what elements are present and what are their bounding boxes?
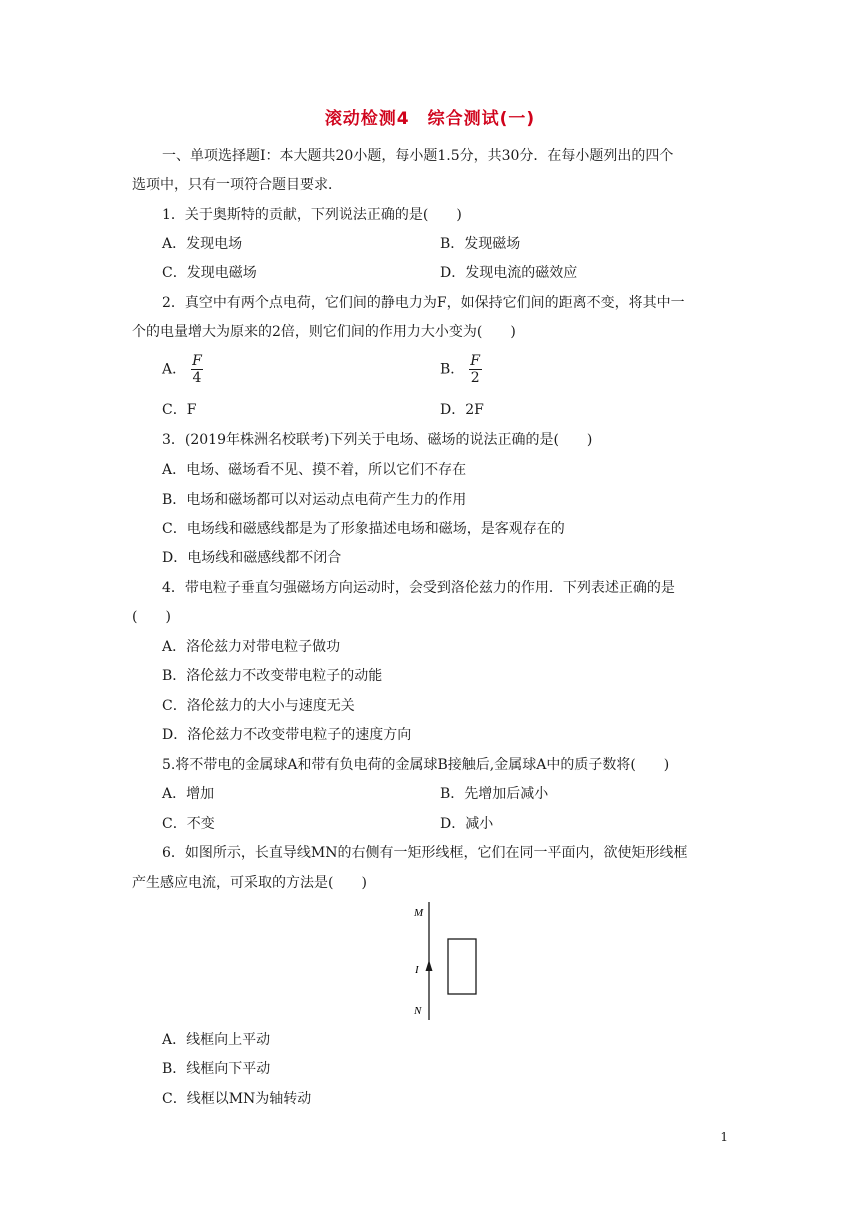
section-instructions-line-1: 一、单项选择题Ⅰ：本大题共20小题，每小题1.5分，共30分．在每小题列出的四个 (162, 148, 674, 164)
question-3-option-c: C．电场线和磁感线都是为了形象描述电场和磁场，是客观存在的 (162, 521, 565, 537)
question-4-option-a: A．洛伦兹力对带电粒子做功 (162, 639, 341, 655)
section-instructions-line-2: 选项中，只有一项符合题目要求． (132, 177, 342, 193)
label-n: N (414, 1005, 422, 1017)
option-letter: A． (162, 361, 187, 378)
question-5-option-c: C．不变 (162, 816, 215, 832)
wire-and-loop-diagram (405, 898, 485, 1023)
question-3-option-d: D．电场线和磁感线都不闭合 (162, 550, 342, 566)
fraction-f-over-4 (190, 353, 204, 386)
rectangular-loop (448, 939, 476, 994)
fraction-numerator: F (192, 353, 202, 369)
page-title: 滚动检测4 综合测试(一) (324, 109, 536, 129)
question-6-option-a: A．线框向上平动 (162, 1032, 271, 1048)
question-1-option-c: C．发现电磁场 (162, 265, 257, 281)
option-letter: B． (440, 361, 465, 378)
question-4-stem-line-1: 4．带电粒子垂直匀强磁场方向运动时，会受到洛伦兹力的作用．下列表述正确的是 (162, 580, 675, 596)
current-arrow-icon (426, 960, 433, 971)
question-4-stem-line-2: ( ) (132, 609, 171, 625)
question-4-option-b: B．洛伦兹力不改变带电粒子的动能 (162, 668, 383, 684)
page-number: 1 (720, 1130, 728, 1144)
question-5-option-d: D．减小 (440, 816, 494, 832)
fraction-denominator: 2 (470, 370, 480, 386)
question-6-stem-line-2: 产生感应电流，可采取的方法是( ) (132, 875, 367, 891)
label-m: M (414, 907, 424, 919)
question-2-stem-line-1: 2．真空中有两个点电荷，它们间的静电力为F，如保持它们间的距离不变，将其中一 (162, 295, 685, 311)
label-i: I (415, 964, 419, 976)
fraction-denominator: 4 (192, 370, 202, 386)
question-5-option-a: A．增加 (162, 786, 215, 802)
question-1-option-b: B．发现磁场 (440, 236, 521, 252)
question-2-stem-line-2: 个的电量增大为原来的2倍，则它们间的作用力大小变为( ) (132, 324, 516, 340)
question-1-option-d: D．发现电流的磁效应 (440, 265, 578, 281)
question-1-option-a: A．发现电场 (162, 236, 243, 252)
question-4-option-c: C．洛伦兹力的大小与速度无关 (162, 698, 355, 714)
question-3-stem: 3．(2019年株洲名校联考)下列关于电场、磁场的说法正确的是( ) (162, 432, 593, 448)
question-2-option-b (440, 353, 482, 386)
question-2-option-a (162, 353, 204, 386)
question-6-stem-line-1: 6．如图所示，长直导线MN的右侧有一矩形线框，它们在同一平面内，欲使矩形线框 (162, 845, 688, 861)
question-6-option-b: B．线框向下平动 (162, 1061, 271, 1077)
question-5-option-b: B．先增加后减小 (440, 786, 549, 802)
question-3-option-b: B．电场和磁场都可以对运动点电荷产生力的作用 (162, 492, 467, 508)
question-6-option-c: C．线框以MN为轴转动 (162, 1091, 312, 1107)
question-4-option-d: D．洛伦兹力不改变带电粒子的速度方向 (162, 727, 412, 743)
question-2-option-d: D．2F (440, 402, 484, 418)
fraction-numerator: F (470, 353, 481, 369)
question-2-option-c: C．F (162, 402, 197, 418)
question-5-stem: 5.将不带电的金属球A和带有负电荷的金属球B接触后,金属球A中的质子数将( ) (162, 757, 670, 773)
fraction-f-over-2 (468, 353, 482, 386)
question-3-option-a: A．电场、磁场看不见、摸不着，所以它们不存在 (162, 462, 467, 478)
question-1-stem: 1．关于奥斯特的贡献，下列说法正确的是( ) (162, 207, 462, 223)
